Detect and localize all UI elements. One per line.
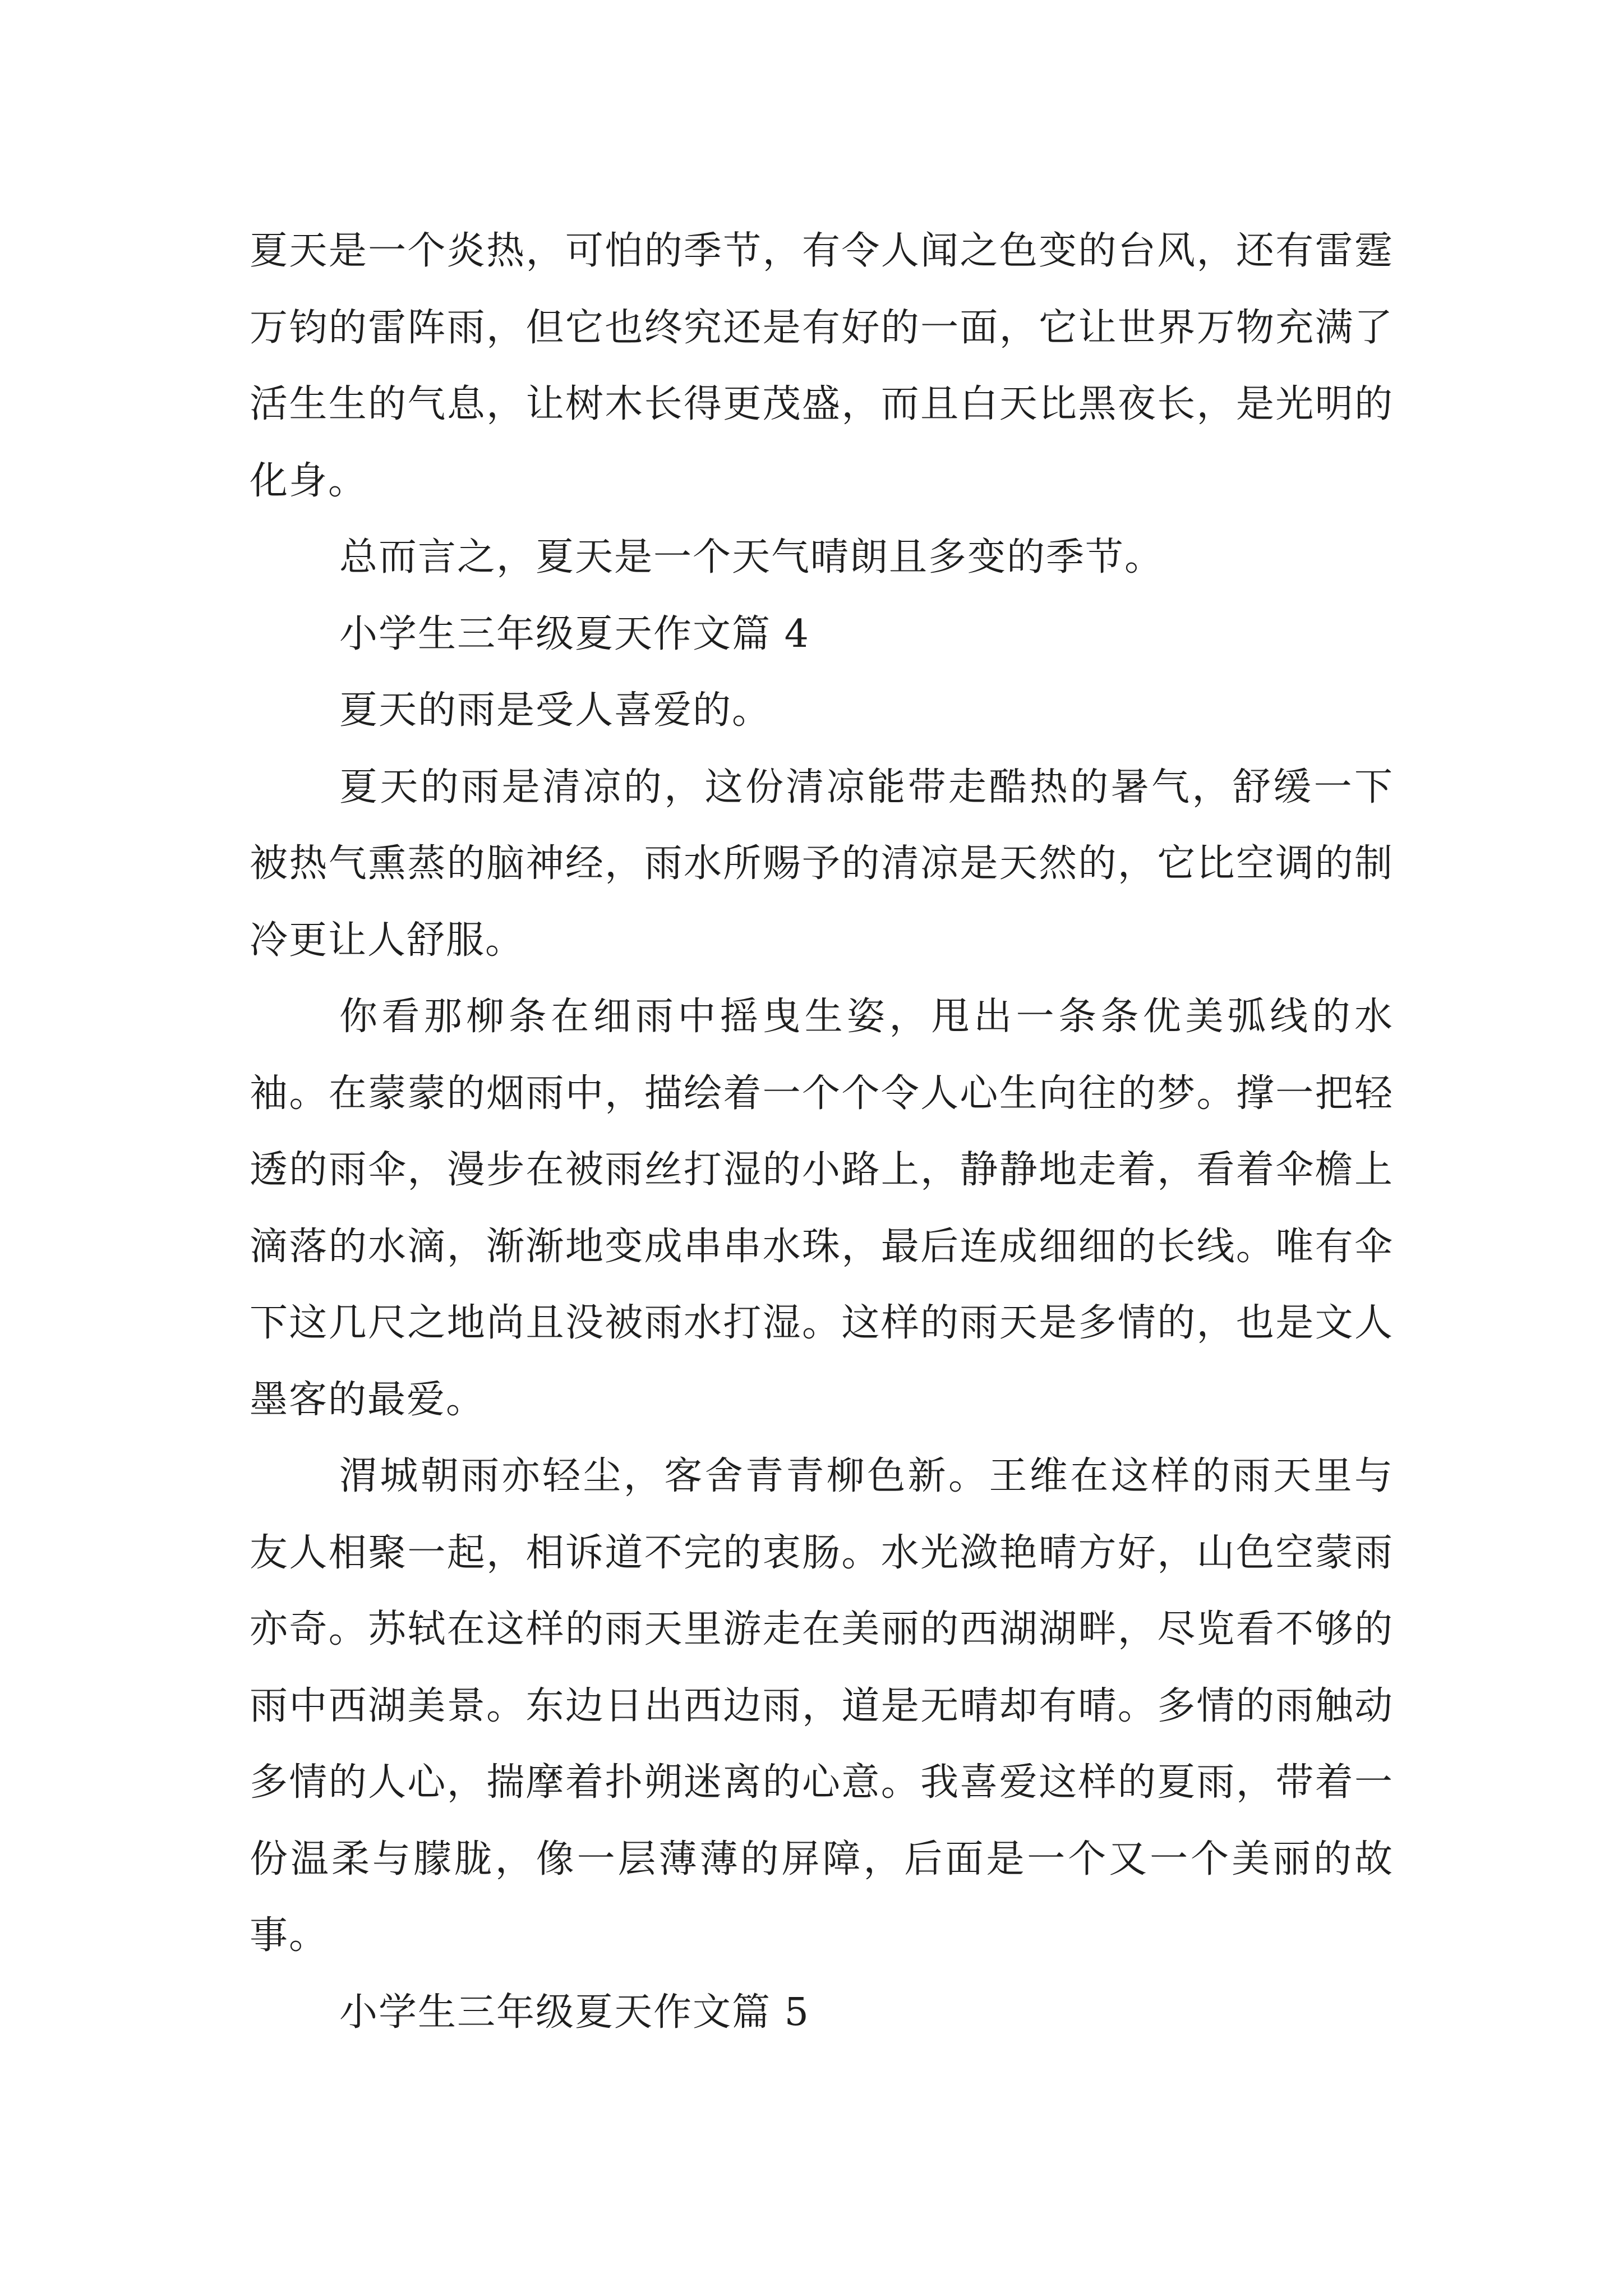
- paragraph-summer-intro: 夏天是一个炎热，可怕的季节，有令人闻之色变的台风，还有雷霆万钧的雷阵雨，但它也终究还是有好的一面，它让世界万物充满了活生生的气息，让树木长得更茂盛，而且白天比黑夜长，是光明的化身。: [250, 229, 1394, 503]
- essay-heading-5: 小学生三年级夏天作文篇 5: [339, 1990, 810, 2035]
- paragraph-poets-rain: 渭城朝雨亦轻尘，客舍青青柳色新。王维在这样的雨天里与友人相聚一起，相诉道不完的衷肠。水光潋艳晴方好，山色空蒙雨亦奇。苏轼在这样的雨天里游走在美丽的西湖湖畔，尽览看不够的雨中西湖美景。东边日出西边雨，道是无晴却有晴。多情的雨触动多情的人心，揣摩着扑朔迷离的心意。我喜爱这样的夏雨，带着一份温柔与朦胧，像一层薄薄的屏障，后面是一个又一个美丽的故事。: [250, 1454, 1394, 1958]
- paragraph-rain-cool: 夏天的雨是清凉的，这份清凉能带走酷热的暑气，舒缓一下被热气熏蒸的脑神经，雨水所赐予的清凉是天然的，它比空调的制冷更让人舒服。: [250, 765, 1394, 963]
- essay-heading-4: 小学生三年级夏天作文篇 4: [339, 611, 810, 656]
- paragraph-willow-rain: 你看那柳条在细雨中摇曳生姿，甩出一条条优美弧线的水袖。在蒙蒙的烟雨中，描绘着一个个令人心生向往的梦。撑一把轻透的雨伞，漫步在被雨丝打湿的小路上，静静地走着，看着伞檐上滴落的水滴，渐渐地变成串串水珠，最后连成细细的长线。唯有伞下这几尺之地尚且没被雨水打湿。这样的雨天是多情的，也是文人墨客的最爱。: [250, 995, 1394, 1422]
- paragraph-rain-loved: 夏天的雨是受人喜爱的。: [339, 688, 772, 733]
- paragraph-conclusion: 总而言之，夏天是一个天气晴朗且多变的季节。: [339, 535, 1164, 579]
- essay-body: [250, 213, 1394, 2051]
